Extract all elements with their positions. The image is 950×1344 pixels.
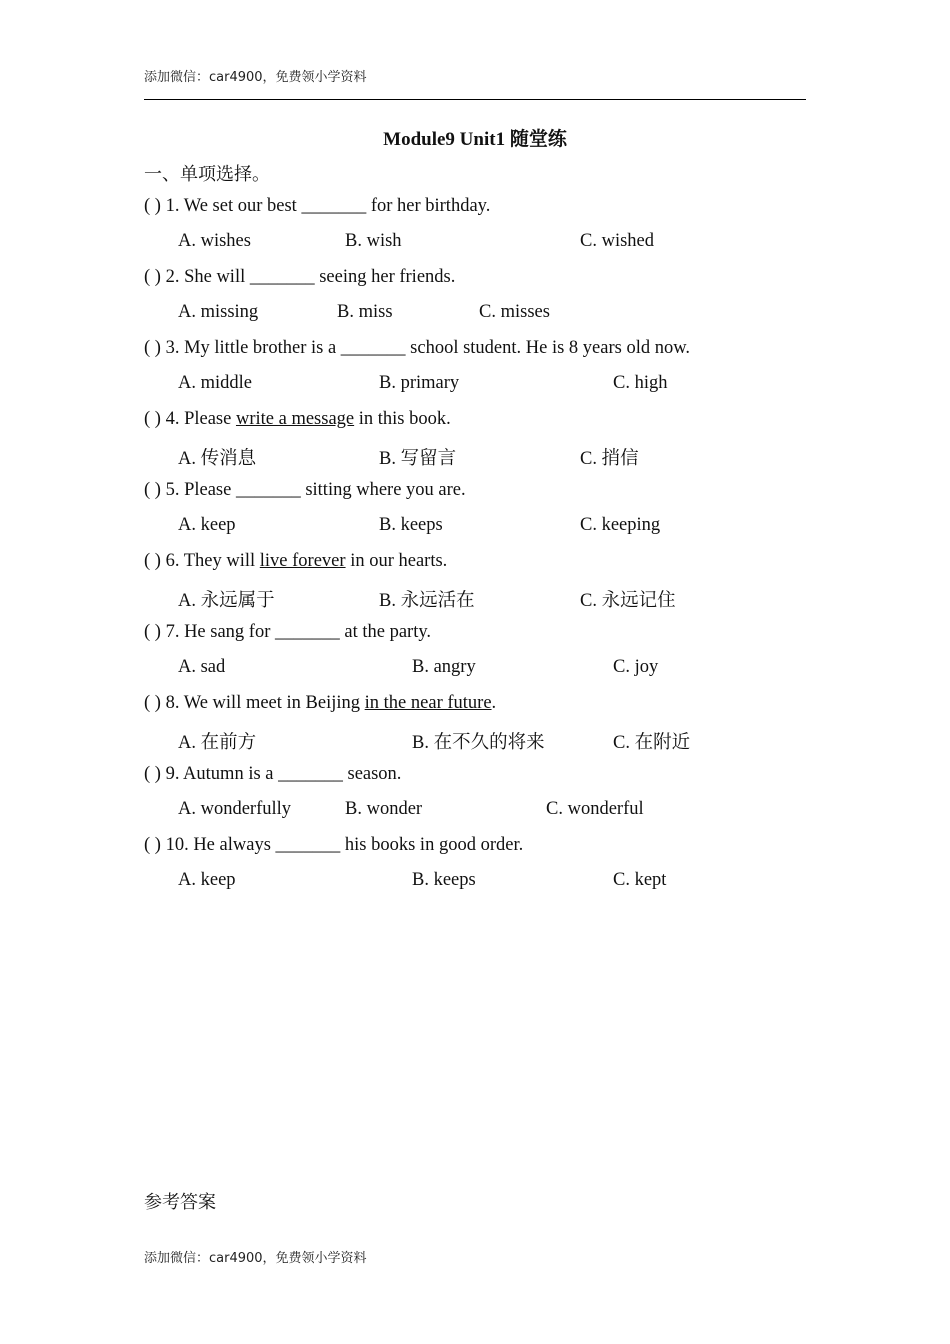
question-5 xyxy=(144,480,466,501)
question-text: ( ) 3. My little brother is a _______ school student. He is 8 years old now. xyxy=(144,338,691,358)
option-a: A. sad xyxy=(178,657,226,677)
underlined-phrase: in the near future xyxy=(364,693,492,713)
option-c: C. kept xyxy=(613,870,667,890)
question-7 xyxy=(144,622,431,643)
option-c: C. misses xyxy=(479,302,550,322)
option-c: C. 捎信 xyxy=(580,449,639,469)
option-c: C. 永远记住 xyxy=(580,591,676,611)
question-text: ( ) 9. Autumn is a _______ season. xyxy=(144,764,402,784)
option-a: A. keep xyxy=(178,870,236,890)
option-c: C. keeping xyxy=(580,515,661,535)
question-text-end: in this book. xyxy=(354,409,451,429)
question-text-end: . xyxy=(491,693,497,713)
option-c: C. wonderful xyxy=(546,799,644,819)
option-b: B. 写留言 xyxy=(379,449,457,469)
option-a: A. wishes xyxy=(178,231,251,251)
option-c: C. high xyxy=(613,373,668,393)
option-c: C. 在附近 xyxy=(613,733,691,753)
question-1 xyxy=(144,196,490,217)
page-header: 添加微信：car4900，免费领小学资料 xyxy=(144,70,367,85)
underlined-phrase: live forever xyxy=(259,551,346,571)
option-a: A. middle xyxy=(178,373,252,393)
question-3 xyxy=(144,338,690,359)
option-a: A. 传消息 xyxy=(178,449,257,469)
question-text: ( ) 6. They will xyxy=(144,551,260,571)
option-a: A. keep xyxy=(178,515,236,535)
option-a: A. 在前方 xyxy=(178,733,257,753)
question-text: ( ) 5. Please _______ sitting where you are. xyxy=(144,480,466,500)
answer-heading: 参考答案 xyxy=(144,1192,216,1213)
question-8 xyxy=(144,693,496,714)
question-2 xyxy=(144,267,455,288)
page-footer: 添加微信：car4900，免费领小学资料 xyxy=(144,1251,367,1266)
option-a: A. missing xyxy=(178,302,259,322)
option-b: B. angry xyxy=(412,657,476,677)
question-4 xyxy=(144,409,451,430)
option-c: C. wished xyxy=(580,231,654,251)
question-9 xyxy=(144,764,401,785)
header-rule xyxy=(144,99,806,100)
section-heading: 一、单项选择。 xyxy=(144,164,270,185)
underlined-phrase: write a message xyxy=(235,409,355,429)
option-b: B. keeps xyxy=(412,870,476,890)
question-text: ( ) 8. We will meet in Beijing xyxy=(144,693,365,713)
question-text: ( ) 2. She will _______ seeing her friends. xyxy=(144,267,456,287)
question-text: ( ) 10. He always _______ his books in good order. xyxy=(144,835,524,855)
option-a: A. wonderfully xyxy=(178,799,292,819)
question-text: ( ) 7. He sang for _______ at the party. xyxy=(144,622,432,642)
option-b: B. wish xyxy=(345,231,402,251)
option-a: A. 永远属于 xyxy=(178,591,275,611)
option-c: C. joy xyxy=(613,657,659,677)
page-title: Module9 Unit1 随堂练 xyxy=(383,129,567,150)
question-6 xyxy=(144,551,447,572)
question-text-end: in our hearts. xyxy=(345,551,448,571)
question-text: ( ) 1. We set our best _______ for her birthday. xyxy=(144,196,491,216)
option-b: B. 在不久的将来 xyxy=(412,733,545,753)
option-b: B. miss xyxy=(337,302,393,322)
option-b: B. 永远活在 xyxy=(379,591,475,611)
option-b: B. keeps xyxy=(379,515,443,535)
question-10 xyxy=(144,835,523,856)
question-text: ( ) 4. Please xyxy=(144,409,236,429)
option-b: B. wonder xyxy=(345,799,423,819)
option-b: B. primary xyxy=(379,373,460,393)
